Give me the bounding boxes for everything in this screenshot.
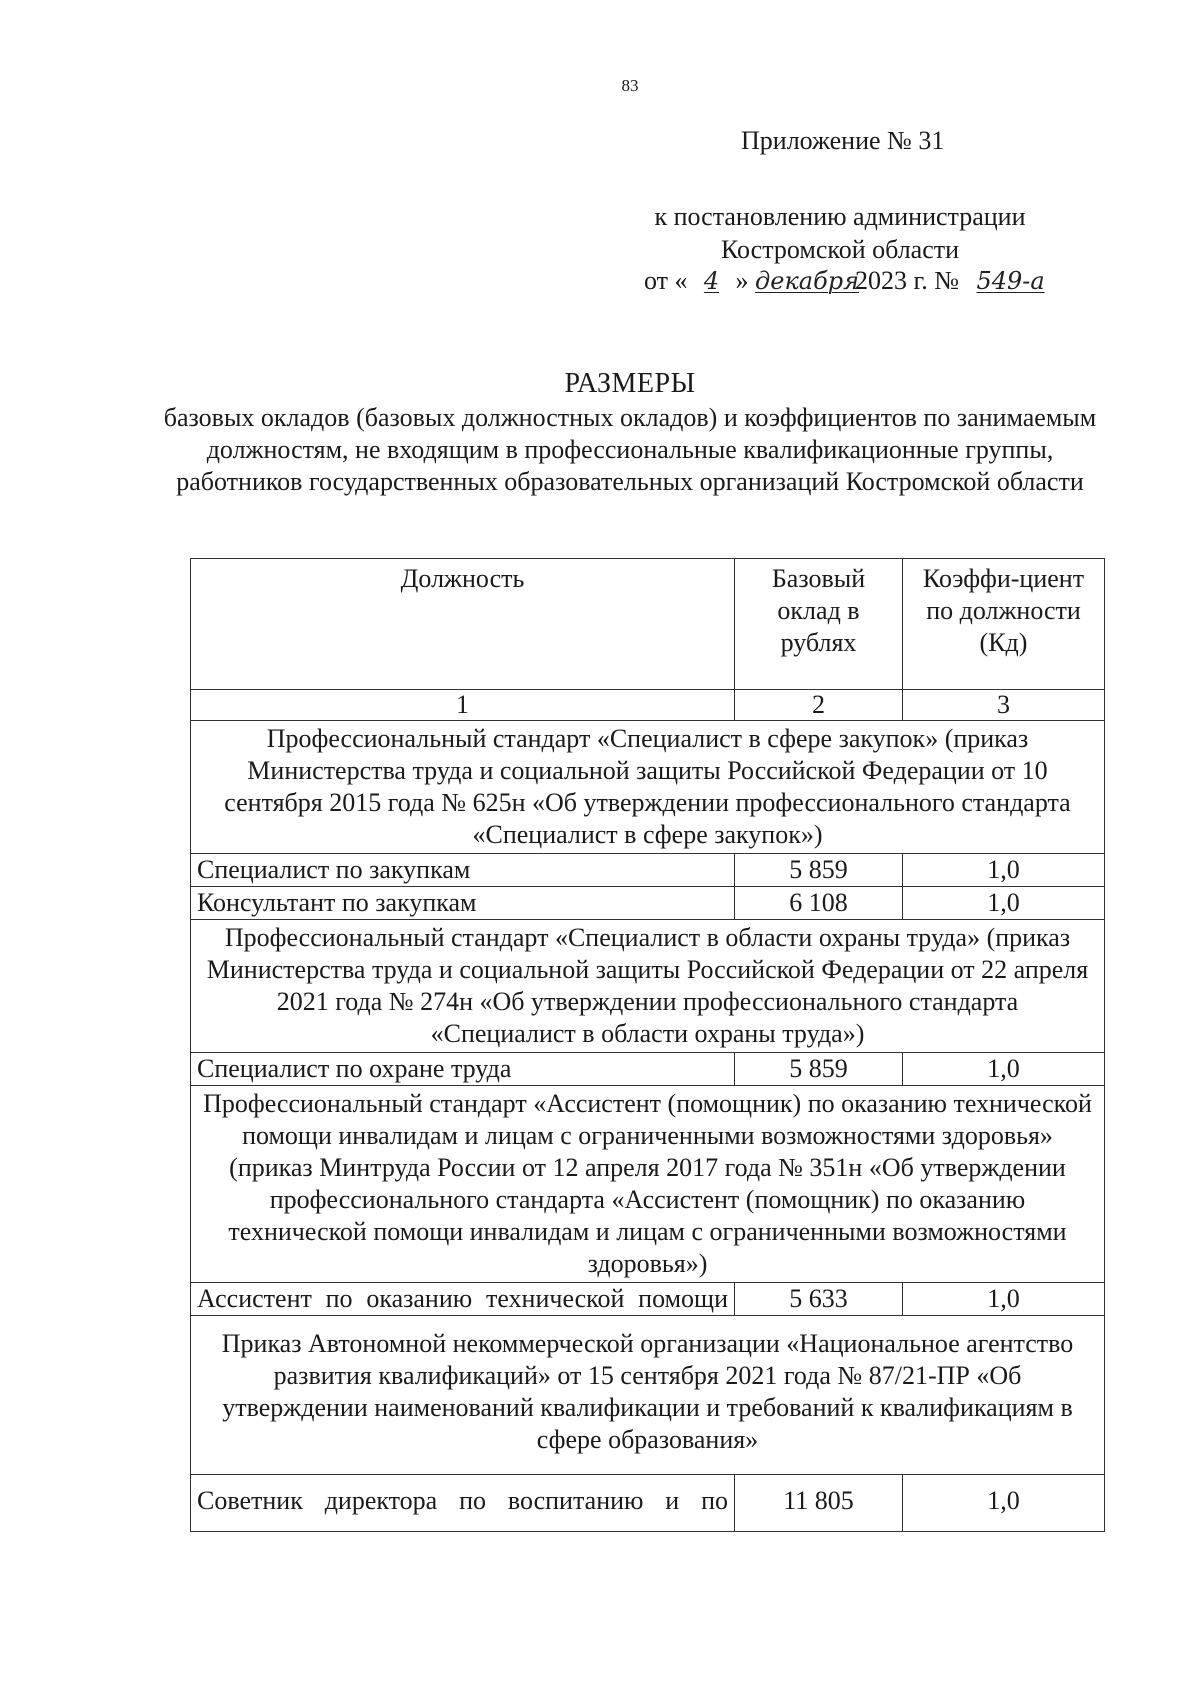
- handwritten-day: 4: [703, 267, 720, 295]
- column-number-3: 3: [903, 690, 1105, 721]
- page-number: 83: [621, 76, 639, 95]
- appendix-label: Приложение № 31: [741, 126, 945, 155]
- coefficient-cell: 1,0: [903, 887, 1105, 920]
- table-row: [191, 887, 1105, 920]
- salary-table: [190, 558, 1105, 1532]
- column-number-1: 1: [191, 690, 735, 721]
- section-heading-row: [191, 721, 1105, 854]
- salary-table-wrapper: [190, 558, 1104, 1532]
- salary-cell: 5 633: [735, 1283, 903, 1316]
- coefficient-cell: 1,0: [903, 1053, 1105, 1086]
- table-row: [191, 854, 1105, 887]
- position-cell: Консультант по закупкам: [191, 887, 735, 920]
- coefficient-cell: 1,0: [903, 854, 1105, 887]
- section-heading-row: [191, 1086, 1105, 1283]
- coefficient-cell: 1,0: [903, 1283, 1105, 1316]
- header-salary: Базовый оклад в рублях: [735, 559, 903, 690]
- decree-date-line: [644, 266, 1056, 296]
- position-cell: Специалист по охране труда: [191, 1053, 735, 1086]
- date-prefix: от «: [644, 266, 688, 295]
- salary-cell: 5 859: [735, 854, 903, 887]
- section-heading: Профессиональный стандарт «Специалист в области охраны труда» (приказ Министерства труда и социальной защиты Российской Федерации от 22 апреля 2021 года № 274н «Об утверждении профессионального стандарта «Специалист в области охраны труда»): [191, 920, 1105, 1053]
- coefficient-cell: 1,0: [903, 1475, 1105, 1532]
- decree-line-2: Костромской области: [720, 235, 960, 264]
- table-row: [191, 1053, 1105, 1086]
- position-cell: Специалист по закупкам: [191, 854, 735, 887]
- section-heading: Профессиональный стандарт «Специалист в сфере закупок» (приказ Министерства труда и социальной защиты Российской Федерации от 10 сентября 2015 года № 625н «Об утверждении профессионального стандарта «Специалист в сфере закупок»): [191, 721, 1105, 854]
- header-position: Должность: [191, 559, 735, 690]
- header-coefficient: Коэффи-циент по должности (Кд): [903, 559, 1105, 690]
- section-heading-row: [191, 920, 1105, 1053]
- position-cell: Ассистент по оказанию технической помощи: [191, 1283, 735, 1316]
- column-numbers-row: [191, 690, 1105, 721]
- decree-line-1: к постановлению администрации: [654, 202, 1026, 231]
- section-heading-row: [191, 1316, 1105, 1475]
- section-heading: Профессиональный стандарт «Ассистент (помощник) по оказанию технической помощи инвалидам и лицам с ограниченными возможностями здоровья» (приказ Минтруда России от 12 апреля 2017 года № 351н «Об утверждении профессионального стандарта «Ассистент (помощник) по оказанию технической помощи инвалидам и лицам с ограниченными возможностями здоровья»): [191, 1086, 1105, 1283]
- handwritten-month: декабря: [755, 267, 859, 295]
- table-row: [191, 1475, 1105, 1532]
- document-subtitle: базовых окладов (базовых должностных окладов) и коэффициентов по занимаемым должностям, не входящим в профессиональные квалификационные группы, работников государственных образовательных организаций Костромской области: [163, 403, 1097, 496]
- column-number-2: 2: [735, 690, 903, 721]
- date-year: 2023 г. №: [855, 266, 960, 295]
- document-title: РАЗМЕРЫ: [564, 368, 696, 399]
- decree-reference: [620, 200, 1060, 266]
- handwritten-number: 549-а: [976, 267, 1045, 295]
- section-heading: Приказ Автономной некоммерческой организации «Национальное агентство развития квалификаций» от 15 сентября 2021 года № 87/21-ПР «Об утверждении наименований квалификации и требований к квалификациям в сфере образования»: [191, 1316, 1105, 1475]
- salary-cell: 6 108: [735, 887, 903, 920]
- salary-cell: 11 805: [735, 1475, 903, 1532]
- table-row: [191, 1283, 1105, 1316]
- table-header-row: [191, 559, 1105, 690]
- salary-cell: 5 859: [735, 1053, 903, 1086]
- date-mid: »: [735, 266, 749, 295]
- position-cell: Советник директора по воспитанию и по: [191, 1475, 735, 1532]
